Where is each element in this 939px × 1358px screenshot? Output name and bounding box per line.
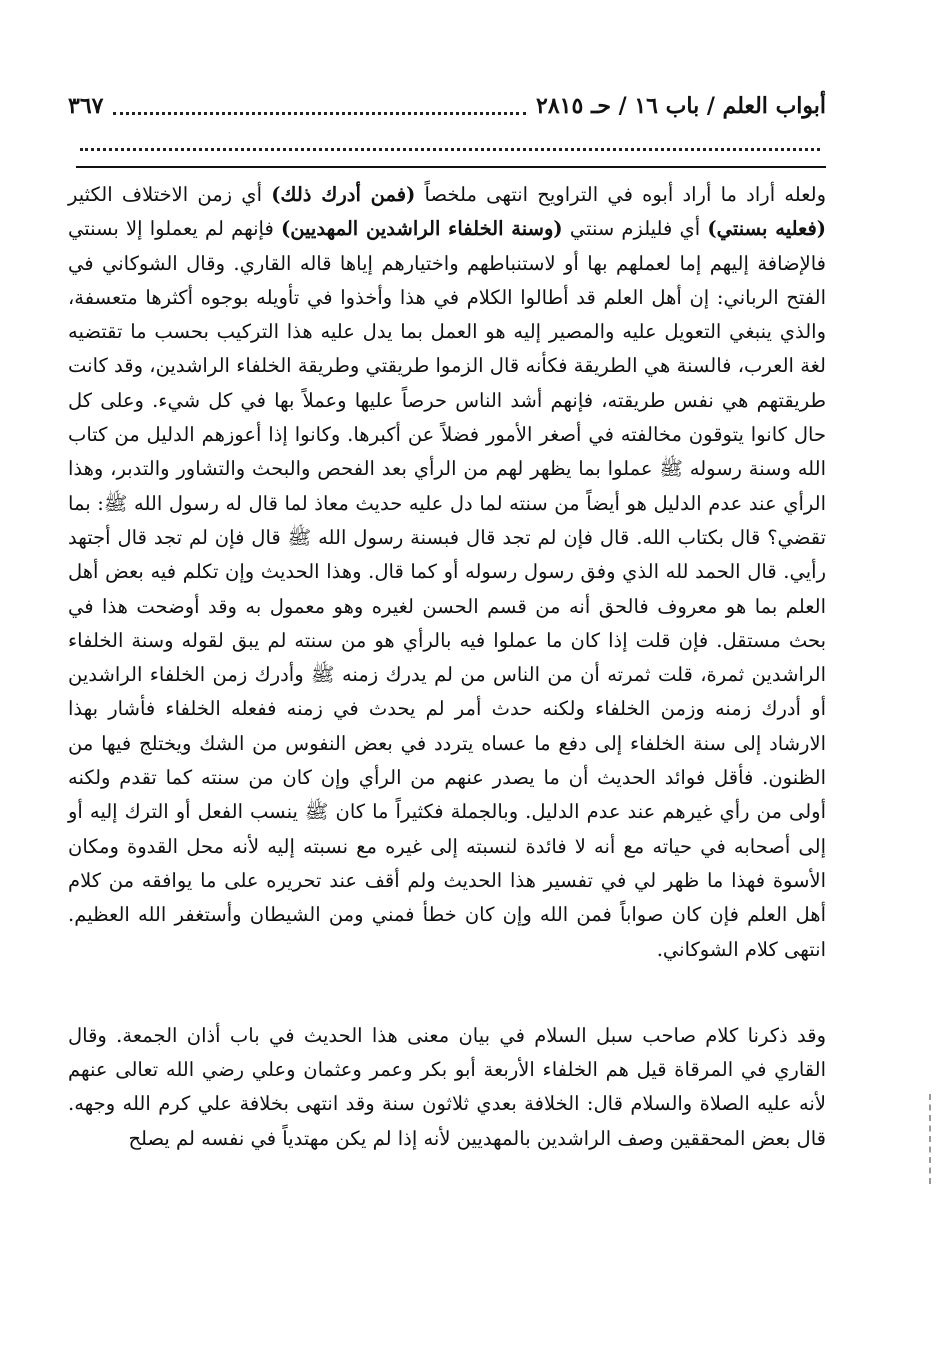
text-run: ولعله أراد ما أراد أبوه في التراويح انتهى ملخصاً bbox=[415, 183, 827, 206]
text-run: فإنهم لم يعملوا إلا بسنتي فالإضافة إليهم إما لعملهم بها أو لاستنباطهم واختيارهم إياها قاله القاري. وقال الشوكاني في الفتح الرباني: إن أهل العلم قد أطالوا الكلام في هذا وأخذوا في تأويله بوجوه أكثرها متعسفة، والذي ينبغي التعويل عليه والمصير إليه هو العمل بما يدل عليه هذا التركيب بحسب ما تقتضيه لغة العرب، فالسنة هي الطريقة فكأنه قال الزموا طريقتي وطريقة الخلفاء الراشدين، وقد كانت طريقتهم هي نفس طريقته، فإنهم أشد الناس حرصاً عليها وعملاً بها في كل شيء. وعلى كل حال كانوا يتوقون مخالفته في أصغر الأمور فضلاً عن أكبرها. وكانوا إذا أعوزهم الدليل من كتاب الله وسنة رسوله ﷺ عملوا بما يظهر لهم من الرأي بعد الفحص والبحث والتشاور والتدبر، وهذا الرأي عند عدم الدليل هو أيضاً من سنته لما دل عليه حديث معاذ لما قال له رسول الله ﷺ: بما تقضي؟ قال بكتاب الله. قال فإن لم تجد قال فبسنة رسول الله ﷺ قال فإن لم تجد قال أجتهد رأيي. قال الحمد لله الذي وفق رسول رسوله أو كما قال. وهذا الحديث وإن تكلم فيه بعض أهل العلم بما هو معروف فالحق أنه من قسم الحسن لغيره وهو معمول به وقد أوضحت هذا في بحث مستقل. فإن قلت إذا كان ما عملوا فيه بالرأي هو من سنته لم يبق لقوله وسنة الخلفاء الراشدين ثمرة، قلت ثمرته أن من الناس من لم يدرك زمنه ﷺ وأدرك زمن الخلفاء الراشدين أو أدرك زمنه وزمن الخلفاء ولكنه حدث أمر لم يحدث في زمنه ففعله الخلفاء فأشار بهذا الارشاد إلى سنة الخلفاء إلى دفع ما عساه يتردد في بعض النفوس من الشك ويختلج فيها من الظنون. فأقل فوائد الحديث أن ما يصدر عنهم من الرأي وإن كان من سنته كما تقدم ولكنه أولى من رأي غيرهم عند عدم الدليل. وبالجملة فكثيراً ما كان ﷺ ينسب الفعل أو الترك إليه أو إلى أصحابه في حياته مع أنه لا فائدة لنسبته إلى غيره مع نسبته إليه لأنه محل القدوة ومكان الأسوة فهذا ما ظهر لي في تفسير هذا الحديث ولم أقف عند تحريره على ما يوافقه من كلام أهل العلم فإن كان صواباً فمن الله وإن كان خطأ فمني ومن الشيطان وأستغفر الله العظيم. انتهى كلام الشوكاني. bbox=[68, 217, 826, 961]
text-run: أي فليلزم سنتي bbox=[562, 217, 708, 241]
body-text bbox=[68, 178, 826, 1156]
page-number: ٣٦٧ bbox=[68, 93, 104, 119]
header-dotted-leader bbox=[113, 98, 526, 115]
quoted-hadith-phrase: (فعليه بسنتي) bbox=[707, 217, 827, 241]
paragraph-continuation bbox=[68, 1019, 826, 1156]
paragraph-commentary bbox=[68, 178, 826, 967]
paragraph-gap bbox=[68, 967, 826, 1019]
running-header bbox=[68, 88, 826, 124]
header-dotted-rule bbox=[80, 148, 820, 151]
quoted-hadith-phrase: (وسنة الخلفاء الراشدين المهديين) bbox=[280, 217, 563, 241]
header-solid-rule bbox=[76, 166, 826, 168]
quoted-hadith-phrase: (فمن أدرك ذلك) bbox=[271, 183, 416, 206]
text-run: وقد ذكرنا كلام صاحب سبل السلام في بيان معنى هذا الحديث في باب أذان الجمعة. وقال القاري في المرقاة قيل هم الخلفاء الأربعة أبو بكر وعمر وعثمان وعلي رضي الله تعالى عنهم لأنه عليه الصلاة والسلام قال: الخلافة بعدي ثلاثون سنة وقد انتهى بخلافة علي كرم الله وجهه. قال بعض المحققين وصف الراشدين بالمهديين لأنه إذا لم يكن مهتدياً في نفسه لم يصلح bbox=[68, 1023, 826, 1150]
text-run: أي زمن الاختلاف الكثير bbox=[68, 183, 272, 206]
scan-edge-marks bbox=[927, 1094, 931, 1184]
header-title: أبواب العلم / باب ١٦ / حـ ٢٨١٥ bbox=[536, 93, 826, 119]
